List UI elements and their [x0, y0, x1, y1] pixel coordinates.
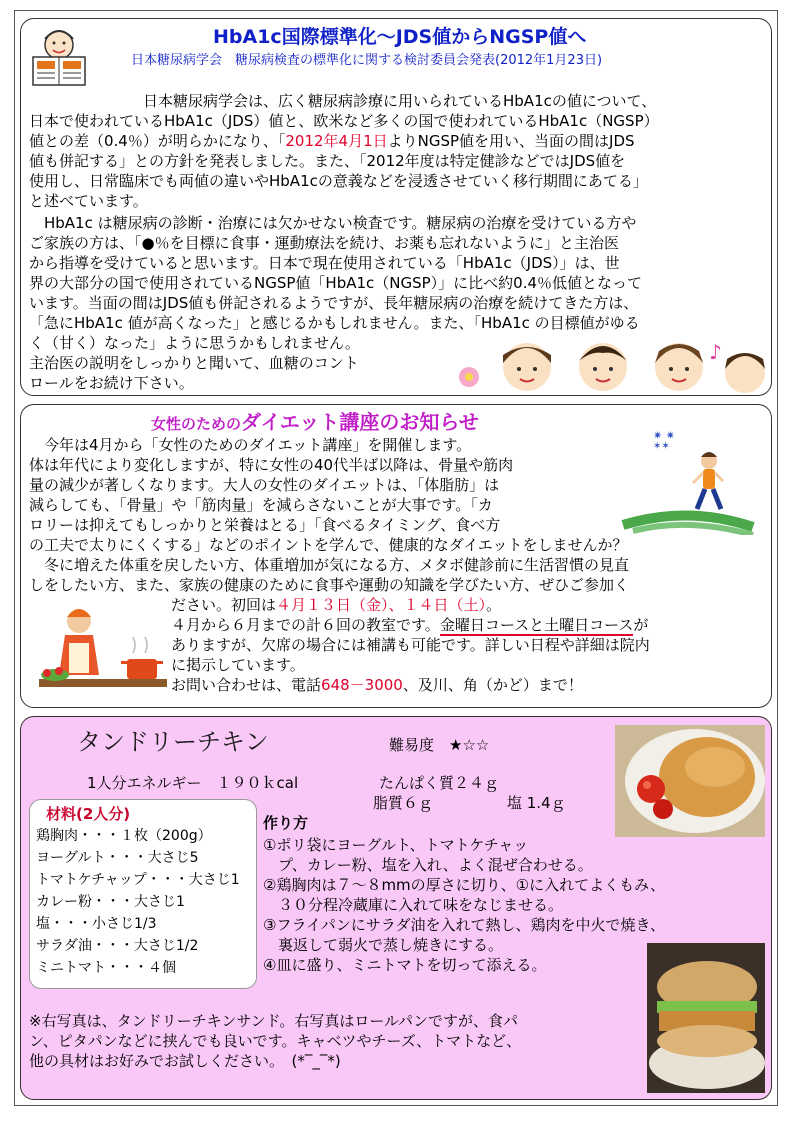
hba1c-section	[20, 18, 772, 396]
newspaper-reader-icon	[27, 25, 91, 89]
ingredients-title: 材料(2人分)	[46, 805, 131, 823]
para2-line: ご家族の方は、「●％を目標に食事・運動療法を続け、お薬も忘れないように」と主治医	[29, 234, 619, 252]
para2-line: ロールをお続け下さい。	[29, 374, 194, 392]
diet-line: ださい。初回は４月１３日（金）、１４日（土）。	[171, 596, 502, 614]
tandoori-sandwich-photo	[647, 943, 765, 1093]
protein: たんぱく質２４ｇ	[379, 774, 500, 792]
para1-line: 日本で使われているHbA1c（JDS）値と、欧米など多くの国で使われているHbA1c（NGSP）	[29, 112, 659, 130]
diet-line: 減らしても、「骨量」や「筋肉量」を減らさないことが大事です。「カ	[29, 496, 493, 514]
diet-line: お問い合わせは、電話648－3000、及川、角（かど）まで！	[171, 676, 583, 694]
para2-line: から指導を受けていると思います。日本で現在使用されている「HbA1c（JDS）」は、世	[29, 254, 620, 272]
first-session-dates: ４月１３日（金）、１４日（土）	[276, 596, 487, 614]
para2-line: 界の大部分の国で使用されているNGSP値「HbA1c（NGSP）」に比べ約0.4％低値となって	[29, 274, 643, 292]
hba1c-title: HbA1c国際標準化～JDS値からNGSP値へ	[213, 26, 587, 48]
ingredients-box	[29, 799, 257, 989]
para2-line: HbA1c は糖尿病の診断・治療には欠かせない検査です。糖尿病の治療を受けている方や	[29, 214, 637, 232]
sparkle-icon	[653, 427, 693, 443]
method-title: 作り方	[263, 814, 309, 832]
hba1c-subtitle: 日本糖尿病学会 糖尿病検査の標準化に関する検討委員会発表(2012年1月23日)	[131, 53, 603, 68]
recipe-title: タンドリーチキン	[77, 728, 269, 756]
para2-line: く（甘く）なった」ように思うかもしれません。	[29, 334, 360, 352]
diet-line: ロリーは抑えてもしっかりと栄養はとる」「食べるタイミング、食べ方	[29, 516, 501, 534]
salt: 塩 1.4ｇ	[507, 794, 566, 812]
diet-line: 体は年代により変化しますが、特に女性の40代半ば以降は、骨量や筋肉	[29, 456, 514, 474]
ingredient-item: カレー粉・・・大さじ1	[36, 894, 185, 910]
recipe-section	[20, 716, 772, 1100]
note-line: ン、ピタパンなどに挟んでも良いです。キャベツやチーズ、トマトなど、	[29, 1032, 522, 1050]
para1-line: 日本糖尿病学会は、広く糖尿病診療に用いられているHbA1cの値について、	[143, 92, 657, 110]
ingredient-item: ミニトマト・・・４個	[36, 960, 176, 976]
ingredient-item: サラダ油・・・大さじ1/2	[36, 938, 199, 954]
ingredient-item: トマトケチャップ・・・大さじ1	[36, 872, 240, 888]
diet-line: しをしたい方、また、家族の健康のために食事や運動の知識を学びたい方、ぜひご参加く	[29, 576, 630, 594]
diet-line: ありますが、欠席の場合には補講も可能です。詳しい日程や詳細は院内	[171, 636, 650, 654]
ingredient-item: 塩・・・小さじ1/3	[36, 916, 157, 932]
diet-title: 女性のためのダイエット講座のお知らせ	[151, 410, 479, 434]
start-date: 2012年4月1日	[285, 132, 388, 150]
note-line: 他の具材はお好みでお試しください。 (*‾_‾*)	[29, 1052, 341, 1070]
svg-text:♪: ♪	[709, 340, 722, 364]
method-step: ④皿に盛り、ミニトマトを切って添える。	[263, 956, 547, 974]
cooking-woman-illustration	[35, 603, 171, 703]
difficulty: 難易度 ★☆☆	[389, 736, 490, 754]
course-names: 金曜日コースと土曜日コース	[439, 616, 634, 634]
para1-line: 値との差（0.4％）が明らかになり、「2012年4月1日よりNGSP値を用い、当面の間はJDS	[29, 132, 635, 150]
children-faces-illustration	[447, 337, 767, 395]
diet-line: 冬に増えた体重を戻したい方、体重増加が気になる方、メタボ健診前に生活習慣の見直	[29, 556, 630, 574]
para1-line: 使用し、日常臨床でも両値の違いやHbA1cの意義などを浸透させていく移行期間にあてる」	[29, 172, 648, 190]
method-step: ②鶏胸肉は７～８mmの厚さに切り、①に入れてよくもみ、	[263, 876, 666, 894]
svg-text:✶✶: ✶✶	[653, 441, 670, 452]
diet-course-section	[20, 404, 772, 708]
para1-line: 値も併記する」との方針を発表しました。また、「2012年度は特定健診などではJDS値を	[29, 152, 626, 170]
method-step: ３０分程冷蔵庫に入れて味をなじませる。	[263, 896, 564, 914]
method-step: ③フライパンにサラダ油を入れて熱し、鶏肉を中火で焼き、	[263, 916, 665, 934]
para1-line: と述べています。	[29, 192, 148, 210]
method-step: ①ポリ袋にヨーグルト、トマトケチャッ	[263, 836, 529, 854]
para2-line: 主治医の説明をしっかりと聞いて、血糖のコント	[29, 354, 359, 372]
difficulty-stars: ★☆☆	[449, 736, 490, 754]
note-line: ※右写真は、タンドリーチキンサンド。右写真はロールパンですが、食パ	[29, 1012, 518, 1030]
diet-line: の工夫で太りにくくする」などのポイントを学んで、健康的なダイエットをしませんか？	[29, 536, 628, 554]
diet-line: ４月から６月までの計６回の教室です。金曜日コースと土曜日コースが	[171, 616, 649, 634]
phone-number: 648－3000	[321, 676, 403, 694]
method-step: プ、カレー粉、塩を入れ、よく混ぜ合わせる。	[263, 856, 593, 874]
para2-line: 「急にHbA1c 値が高くなった」と感じるかもしれません。また、「HbA1c の目標値がゆる	[29, 314, 640, 332]
svg-text:✷ ✷: ✷ ✷	[653, 429, 675, 442]
fat: 脂質６ｇ	[373, 794, 434, 812]
method-step: 裏返して弱火で蒸し焼きにする。	[263, 936, 504, 954]
energy: 1人分エネルギー １９０ｋcal	[87, 774, 299, 792]
walking-woman-illustration	[613, 435, 763, 535]
para2-line: います。当面の間はJDS値も併記されるようですが、長年糖尿病の治療を続けてきた方は、	[29, 294, 639, 312]
diet-line: 量の減少が著しくなります。大人の女性のダイエットは、「体脂肪」は	[29, 476, 500, 494]
tandoori-chicken-photo	[615, 725, 765, 837]
ingredient-item: 鶏胸肉・・・１枚（200g）	[36, 828, 212, 844]
diet-line: に掲示しています。	[171, 656, 305, 674]
ingredient-item: ヨーグルト・・・大さじ5	[36, 850, 199, 866]
diet-line: 今年は4月から「女性のためのダイエット講座」を開催します。	[29, 436, 472, 454]
